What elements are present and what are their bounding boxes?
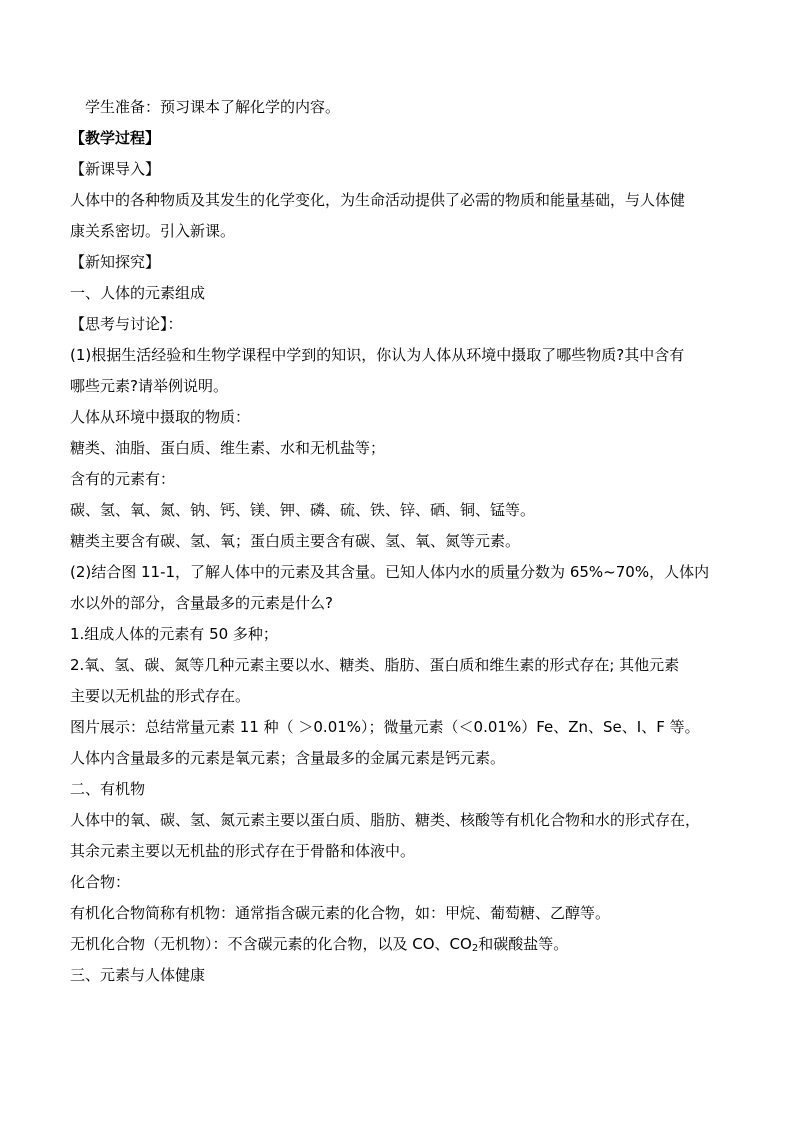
inorganic-compound-definition xyxy=(70,934,724,954)
elements-heading: 含有的元素有： xyxy=(70,470,176,488)
subheading-organic: 二、有机物 xyxy=(70,780,146,798)
organic-compound-definition: 有机化合物简称有机物：通常指含碳元素的化合物，如：甲烷、葡萄糖、乙醇等。 xyxy=(70,904,611,922)
intro-paragraph-line-1: 人体中的各种物质及其发生的化学变化，为生命活动提供了必需的物质和能量基础，与人体健 xyxy=(70,191,686,209)
subheading-element-composition: 一、人体的元素组成 xyxy=(70,284,206,302)
question-1-line-1: (1)根据生活经验和生物学课程中学到的知识，你认为人体从环境中摄取了哪些物质?其中含有 xyxy=(70,346,685,364)
intro-paragraph-line-2: 康关系密切。引入新课。 xyxy=(70,222,236,240)
inorganic-text-a: 无机化合物（无机物）：不含碳元素的化合物，以及 CO、CO xyxy=(70,935,472,953)
section-heading-explore: 【新知探究】 xyxy=(70,253,161,271)
most-abundant-element: 人体内含量最多的元素是氧元素；含量最多的金属元素是钙元素。 xyxy=(70,749,506,767)
substances-list: 糖类、油脂、蛋白质、维生素、水和无机盐等； xyxy=(70,439,386,457)
point-1: 1.组成人体的元素有 50 多种； xyxy=(70,625,278,643)
compound-heading: 化合物： xyxy=(70,873,131,891)
think-discuss-heading: 【思考与讨论】： xyxy=(70,315,183,333)
subheading-element-health: 三、元素与人体健康 xyxy=(70,966,206,984)
point-2-line-1: 2.氧、氢、碳、氮等几种元素主要以水、糖类、脂肪、蛋白质和维生素的形式存在; 其他元素 xyxy=(70,656,680,674)
picture-summary: 图片展示：总结常量元素 11 种（ ＞0.01%）；微量元素（＜0.01%）Fe、Zn、Se、I、F 等。 xyxy=(70,718,700,736)
sugar-protein-elements: 糖类主要含有碳、氢、氧；蛋白质主要含有碳、氢、氧、氮等元素。 xyxy=(70,532,521,550)
inorganic-text-b: 和碳酸盐等。 xyxy=(478,935,569,953)
student-prep-line: 学生准备：预习课本了解化学的内容。 xyxy=(85,98,341,116)
section-heading-intro: 【新课导入】 xyxy=(70,160,161,178)
point-2-line-2: 主要以无机盐的形式存在。 xyxy=(70,687,251,705)
organic-paragraph-line-2: 其余元素主要以无机盐的形式存在于骨骼和体液中。 xyxy=(70,842,416,860)
substances-heading: 人体从环境中摄取的物质： xyxy=(70,408,251,426)
organic-paragraph-line-1: 人体中的氧、碳、氢、氮元素主要以蛋白质、脂肪、糖类、核酸等有机化合物和水的形式存在， xyxy=(70,811,701,829)
question-1-line-2: 哪些元素?请举例说明。 xyxy=(70,377,228,395)
question-2-line-2: 水以外的部分，含量最多的元素是什么? xyxy=(70,594,333,612)
elements-list: 碳、氢、氧、氮、钠、钙、镁、钾、磷、硫、铁、锌、硒、铜、锰等。 xyxy=(70,501,536,519)
question-2-line-1: (2)结合图 11-1，了解人体中的元素及其含量。已知人体内水的质量分数为 65%~70%，人体内 xyxy=(70,563,710,581)
section-heading-teaching-process: 【教学过程】 xyxy=(70,129,161,147)
co2-subscript: 2 xyxy=(471,943,479,954)
